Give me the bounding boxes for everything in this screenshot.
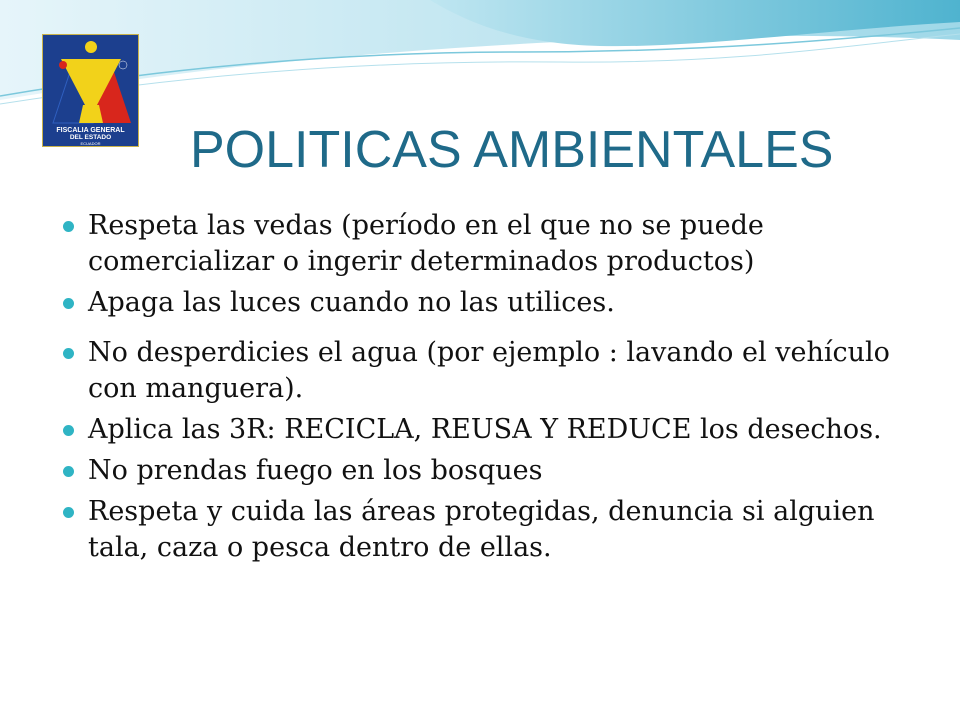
slide-title: POLITICAS AMBIENTALES: [190, 121, 834, 179]
bullet-item: [60, 285, 920, 321]
bullet-list: [60, 208, 920, 571]
bullet-dot-icon: [63, 348, 74, 359]
bullet-text: Respeta las vedas (período en el que no se puede comercializar o ingerir determinados productos): [88, 210, 764, 277]
bullet-text: Apaga las luces cuando no las utilices.: [88, 287, 615, 318]
institution-logo: [42, 34, 139, 147]
logo-text-line2: DEL ESTADO: [69, 134, 112, 141]
bullet-item: [60, 412, 920, 448]
logo-text-line3: ECUADOR: [80, 141, 101, 146]
bullet-dot-icon: [63, 425, 74, 436]
bullet-dot-icon: [63, 221, 74, 232]
bullet-text: No desperdicies el agua (por ejemplo : lavando el vehículo con manguera).: [88, 337, 890, 404]
bullet-dot-icon: [63, 298, 74, 309]
bullet-text: Aplica las 3R: RECICLA, REUSA Y REDUCE los desechos.: [88, 414, 882, 445]
bullet-item: [60, 453, 920, 489]
bullet-dot-icon: [63, 466, 74, 477]
bullet-item: [60, 335, 920, 407]
bullet-text: No prendas fuego en los bosques: [88, 455, 543, 486]
bullet-item: [60, 494, 920, 566]
logo-emblem-icon: [43, 35, 140, 127]
bullet-dot-icon: [63, 507, 74, 518]
bullet-item: [60, 208, 920, 280]
bullet-text: Respeta y cuida las áreas protegidas, denuncia si alguien tala, caza o pesca dentro de ellas.: [88, 496, 875, 563]
logo-text-line1: FISCALIA GENERAL: [56, 127, 125, 134]
header-wave-decoration: [0, 0, 960, 130]
